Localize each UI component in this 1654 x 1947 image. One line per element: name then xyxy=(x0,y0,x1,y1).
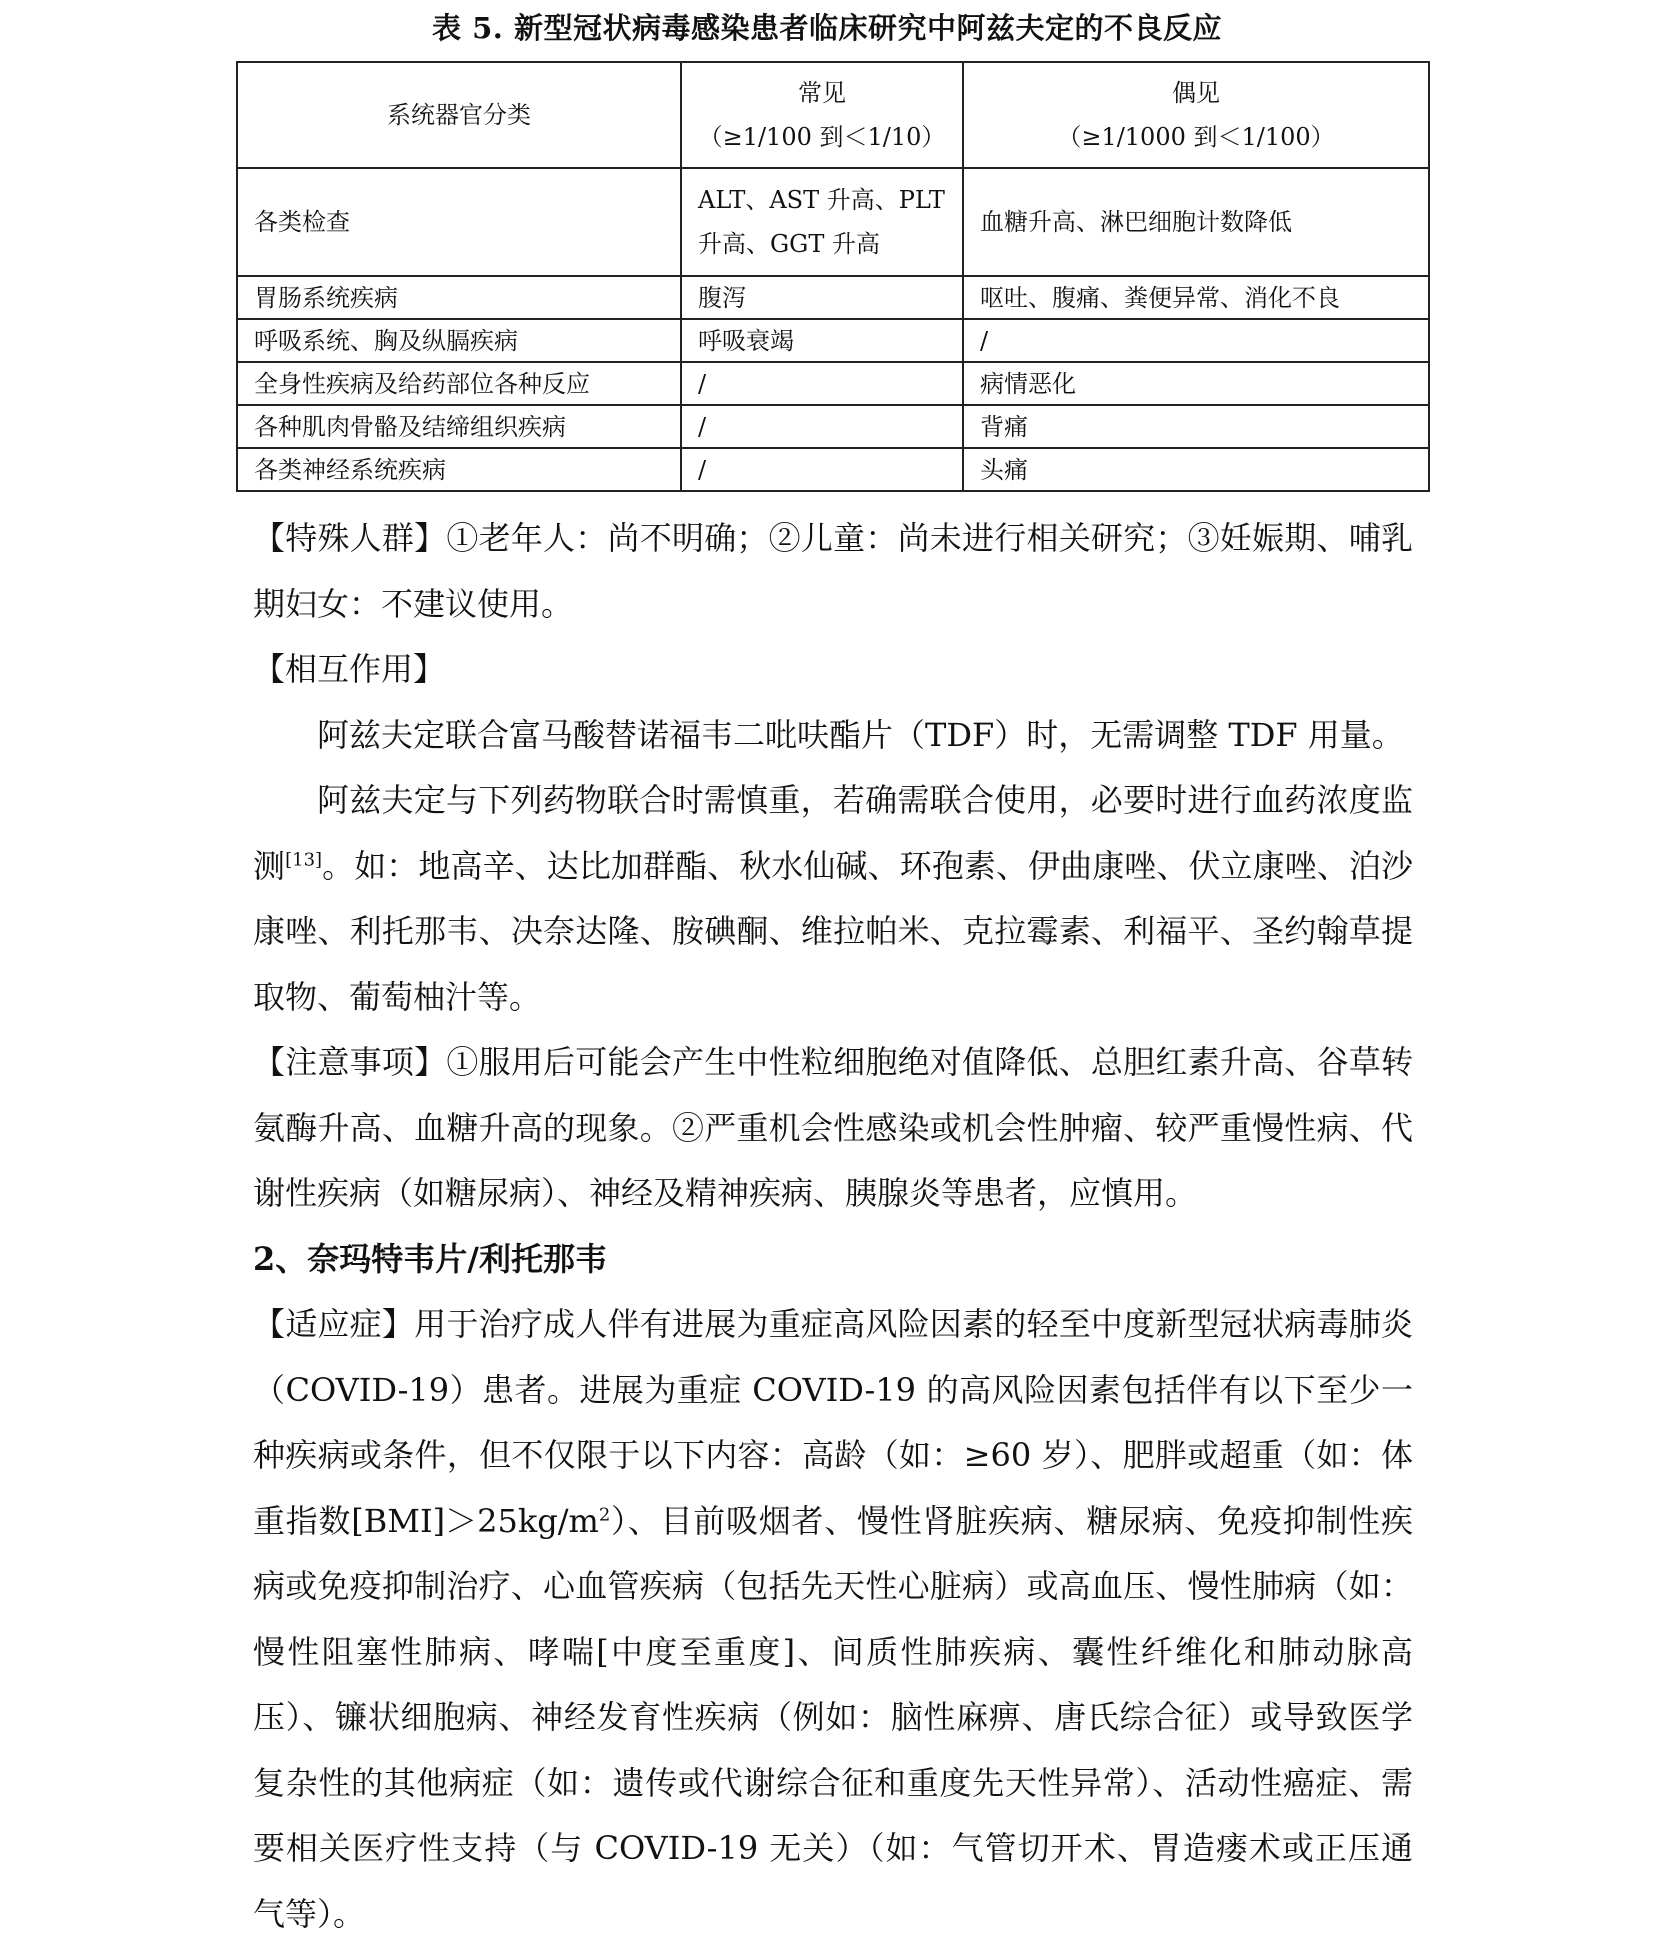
superscript: 2 xyxy=(598,1503,611,1525)
cell-uncommon: 血糖升高、淋巴细胞计数降低 xyxy=(963,168,1429,276)
interaction-paragraph-2 xyxy=(253,768,1413,1030)
header-common-range: （≥1/100 到＜1/10） xyxy=(698,123,946,151)
table-row xyxy=(237,168,1429,276)
cell-system: 各类神经系统疾病 xyxy=(237,448,681,491)
indication-paragraph xyxy=(253,1292,1413,1947)
table-row xyxy=(237,319,1429,362)
cell-uncommon: / xyxy=(963,319,1429,362)
indication-text-a: 【适应症】用于治疗成人伴有进展为重症高风险因素的轻至中度新型冠状病毒肺炎（COVID-19）患者。进展为重症 COVID-19 的高风险因素包括伴有以下至少一种疾病或条件，但不仅限于以下内容：高龄（如：≥60 岁）、肥胖或超重（如：体重指数[BMI]＞25kg/m xyxy=(253,1305,1413,1540)
precautions-paragraph: 【注意事项】①服用后可能会产生中性粒细胞绝对值降低、总胆红素升高、谷草转氨酶升高、血糖升高的现象。②严重机会性感染或机会性肿瘤、较严重慢性病、代谢性疾病（如糖尿病）、神经及精神疾病、胰腺炎等患者，应慎用。 xyxy=(253,1043,1413,1212)
cell-common: 呼吸衰竭 xyxy=(681,319,963,362)
cell-common: / xyxy=(681,405,963,448)
reference-citation: [13] xyxy=(285,848,323,870)
adverse-reaction-table xyxy=(236,61,1430,492)
table-row xyxy=(237,276,1429,319)
cell-system: 呼吸系统、胸及纵膈疾病 xyxy=(237,319,681,362)
cell-uncommon: 病情恶化 xyxy=(963,362,1429,405)
table-header-row xyxy=(237,62,1429,168)
cell-common: / xyxy=(681,448,963,491)
cell-common xyxy=(681,168,963,276)
cell-system: 各类检查 xyxy=(237,168,681,276)
cell-common: / xyxy=(681,362,963,405)
cell-uncommon: 呕吐、腹痛、粪便异常、消化不良 xyxy=(963,276,1429,319)
table-title: 表 5. 新型冠状病毒感染患者临床研究中阿兹夫定的不良反应 xyxy=(432,11,1222,45)
header-uncommon xyxy=(963,62,1429,168)
cell-system: 胃肠系统疾病 xyxy=(237,276,681,319)
header-uncommon-range: （≥1/1000 到＜1/100） xyxy=(1057,123,1335,151)
section-heading: 2、奈玛特韦片/利托那韦 xyxy=(253,1239,607,1278)
header-system-organ-class: 系统器官分类 xyxy=(237,62,681,168)
cell-uncommon: 背痛 xyxy=(963,405,1429,448)
interaction-heading: 【相互作用】 xyxy=(253,650,446,688)
header-uncommon-label: 偶见 xyxy=(1172,79,1220,107)
cell-system: 全身性疾病及给药部位各种反应 xyxy=(237,362,681,405)
cell-common: 腹泻 xyxy=(681,276,963,319)
cell-common-line: ALT、AST 升高、PLT xyxy=(698,186,945,214)
cell-uncommon: 头痛 xyxy=(963,448,1429,491)
body-text xyxy=(253,506,1413,1947)
interaction-text-b: 。如：地高辛、达比加群酯、秋水仙碱、环孢素、伊曲康唑、伏立康唑、泊沙康唑、利托那韦、决奈达隆、胺碘酮、维拉帕米、克拉霉素、利福平、圣约翰草提取物、葡萄柚汁等。 xyxy=(253,846,1413,1016)
header-common xyxy=(681,62,963,168)
cell-common-line: 升高、GGT 升高 xyxy=(698,230,880,258)
interaction-paragraph-1: 阿兹夫定联合富马酸替诺福韦二吡呋酯片（TDF）时，无需调整 TDF 用量。 xyxy=(317,715,1404,754)
header-common-label: 常见 xyxy=(798,79,846,107)
table-row xyxy=(237,448,1429,491)
table-row xyxy=(237,362,1429,405)
cell-system: 各种肌肉骨骼及结缔组织疾病 xyxy=(237,405,681,448)
table-row xyxy=(237,405,1429,448)
special-population-paragraph: 【特殊人群】①老年人：尚不明确；②儿童：尚未进行相关研究；③妊娠期、哺乳期妇女：不建议使用。 xyxy=(253,519,1413,623)
interaction-text-a: 阿兹夫定与下列药物联合时需慎重，若确需联合使用，必要时进行血药浓度监测 xyxy=(253,781,1413,885)
indication-text-b: ）、目前吸烟者、慢性肾脏疾病、糖尿病、免疫抑制性疾病或免疫抑制治疗、心血管疾病（包括先天性心脏病）或高血压、慢性肺病（如：慢性阻塞性肺病、哮喘[中度至重度]、间质性肺疾病、囊性纤维化和肺动脉高压）、镰状细胞病、神经发育性疾病（例如：脑性麻痹、唐氏综合征）或导致医学复杂性的其他病症（如：遗传或代谢综合征和重度先天性异常）、活动性癌症、需要相关医疗性支持（与 COVID-19 无关）（如：气管切开术、胃造瘘术或正压通气等）。 xyxy=(253,1501,1413,1933)
